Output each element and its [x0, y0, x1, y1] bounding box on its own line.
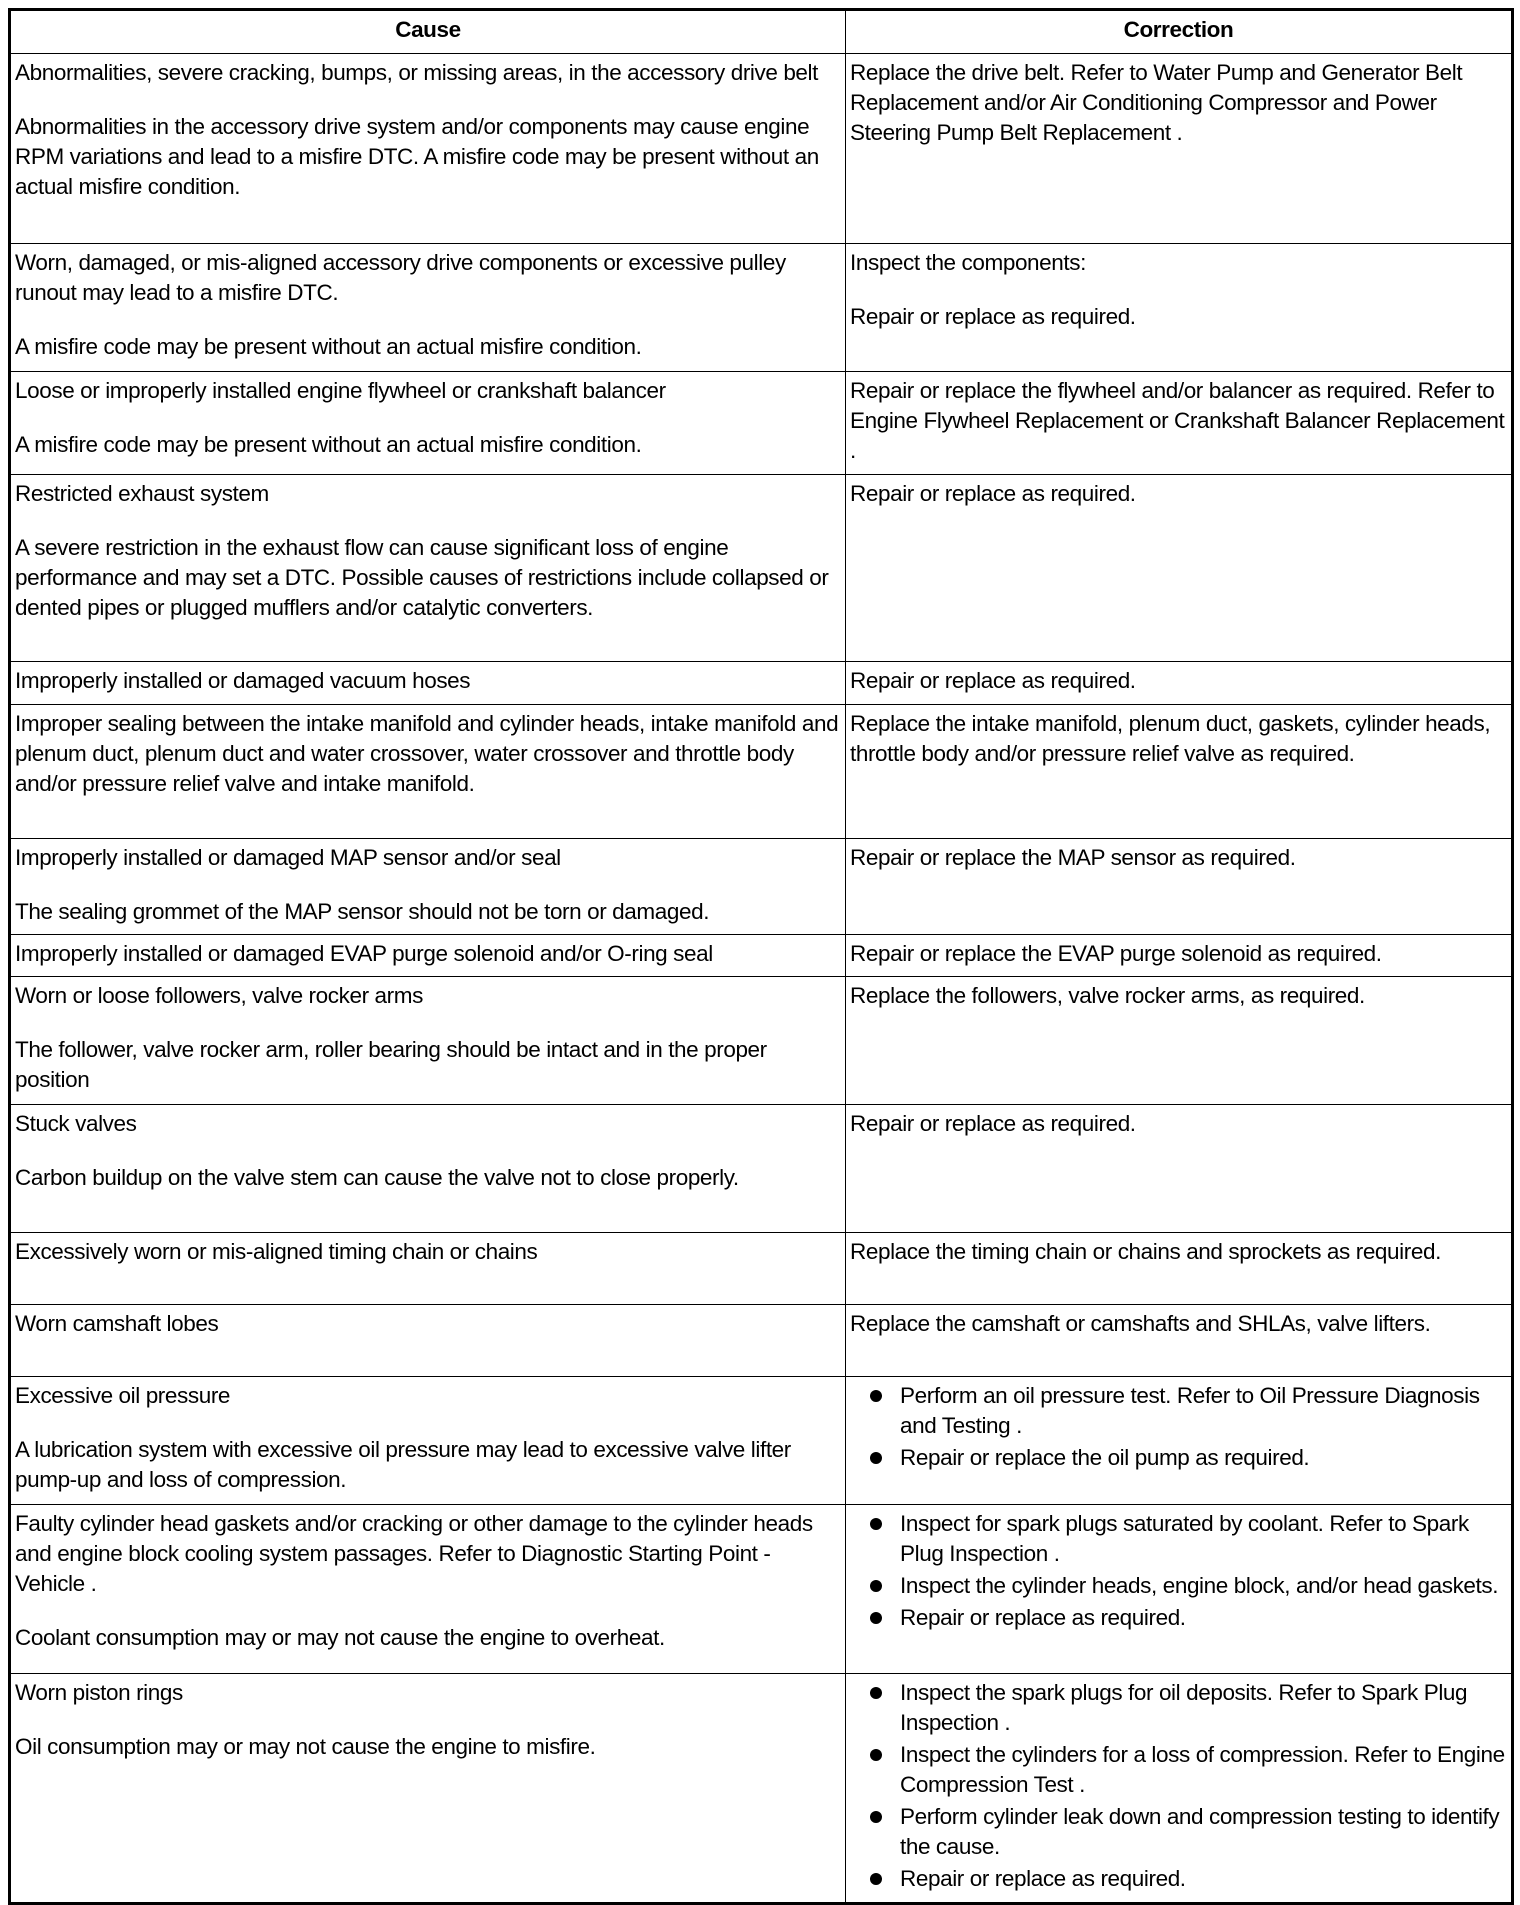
cause-cell [10, 1105, 846, 1233]
cause-text: A misfire code may be present without an actual misfire condition. [15, 432, 642, 457]
cause-text: A severe restriction in the exhaust flow can cause significant loss of engine performance and may set a DTC. Possible causes of restrictions include collapsed or dented pipes or plugged mufflers and/or catalytic converters. [15, 535, 829, 620]
cause-header: Cause [10, 10, 846, 54]
cause-cell [10, 1505, 846, 1674]
correction-text: Replace the camshaft or camshafts and SHLAs, valve lifters. [850, 1311, 1431, 1336]
cause-text: Worn camshaft lobes [15, 1311, 219, 1336]
correction-header: Correction [846, 10, 1513, 54]
correction-step: Inspect the spark plugs for oil deposits. Refer to Spark Plug Inspection . [870, 1678, 1507, 1738]
correction-cell [846, 935, 1513, 977]
correction-cell [846, 372, 1513, 475]
correction-cell [846, 1377, 1513, 1505]
correction-cell [846, 1305, 1513, 1377]
table-row [10, 662, 1513, 705]
correction-cell [846, 475, 1513, 662]
cause-text: Excessively worn or mis-aligned timing chain or chains [15, 1239, 538, 1264]
cause-text: Improperly installed or damaged MAP sensor and/or seal [15, 845, 561, 870]
correction-step: Inspect the cylinder heads, engine block, and/or head gaskets. [870, 1571, 1507, 1601]
correction-text: Replace the timing chain or chains and sprockets as required. [850, 1239, 1441, 1264]
cause-text: Improperly installed or damaged vacuum hoses [15, 668, 471, 693]
correction-text: Repair or replace the EVAP purge solenoid as required. [850, 941, 1382, 966]
cause-text: Worn, damaged, or mis-aligned accessory drive components or excessive pulley runout may lead to a misfire DTC. [15, 250, 786, 305]
correction-text: Repair or replace as required. [850, 481, 1136, 506]
table-row [10, 935, 1513, 977]
correction-step: Inspect for spark plugs saturated by coolant. Refer to Spark Plug Inspection . [870, 1509, 1507, 1569]
cause-text: Coolant consumption may or may not cause the engine to overheat. [15, 1625, 665, 1650]
table-row [10, 1105, 1513, 1233]
table-row [10, 372, 1513, 475]
cause-text: Abnormalities in the accessory drive system and/or components may cause engine RPM variations and lead to a misfire DTC. A misfire code may be present without an actual misfire condition. [15, 114, 819, 199]
correction-step: Repair or replace the oil pump as required. [870, 1443, 1507, 1473]
cause-cell [10, 977, 846, 1105]
cause-text: Improper sealing between the intake manifold and cylinder heads, intake manifold and plenum duct, plenum duct and water crossover, water crossover and throttle body and/or pressure relief valve and intake manifold. [15, 711, 839, 796]
cause-text: Abnormalities, severe cracking, bumps, or missing areas, in the accessory drive belt [15, 60, 818, 85]
cause-cell [10, 705, 846, 839]
cause-text: Faulty cylinder head gaskets and/or cracking or other damage to the cylinder heads and engine block cooling system passages. Refer to Diagnostic Starting Point - Vehicle . [15, 1511, 813, 1596]
table-row [10, 1305, 1513, 1377]
correction-text: Inspect the components: [850, 250, 1086, 275]
cause-text: Restricted exhaust system [15, 481, 269, 506]
cause-text: Improperly installed or damaged EVAP purge solenoid and/or O-ring seal [15, 941, 713, 966]
correction-text: Replace the intake manifold, plenum duct, gaskets, cylinder heads, throttle body and/or pressure relief valve as required. [850, 711, 1491, 766]
correction-steps [850, 1678, 1507, 1894]
cause-text: Worn piston rings [15, 1680, 183, 1705]
cause-text: The follower, valve rocker arm, roller bearing should be intact and in the proper position [15, 1037, 767, 1092]
correction-text: Repair or replace the MAP sensor as required. [850, 845, 1296, 870]
correction-step: Repair or replace as required. [870, 1864, 1507, 1894]
cause-cell [10, 935, 846, 977]
table-row [10, 705, 1513, 839]
cause-cell [10, 1377, 846, 1505]
table-row [10, 839, 1513, 935]
header-row [10, 10, 1513, 54]
cause-correction-table [8, 8, 1514, 1905]
correction-cell [846, 54, 1513, 244]
cause-cell [10, 662, 846, 705]
correction-cell [846, 977, 1513, 1105]
correction-cell [846, 839, 1513, 935]
correction-step: Inspect the cylinders for a loss of compression. Refer to Engine Compression Test . [870, 1740, 1507, 1800]
cause-text: A misfire code may be present without an actual misfire condition. [15, 334, 642, 359]
cause-text: Stuck valves [15, 1111, 137, 1136]
cause-cell [10, 1233, 846, 1305]
table-row [10, 475, 1513, 662]
cause-text: The sealing grommet of the MAP sensor should not be torn or damaged. [15, 899, 710, 924]
correction-steps [850, 1509, 1507, 1633]
correction-cell [846, 1233, 1513, 1305]
cause-text: Excessive oil pressure [15, 1383, 231, 1408]
correction-cell [846, 705, 1513, 839]
table-row [10, 54, 1513, 244]
cause-cell [10, 1674, 846, 1904]
table-row [10, 977, 1513, 1105]
correction-step: Perform an oil pressure test. Refer to Oil Pressure Diagnosis and Testing . [870, 1381, 1507, 1441]
correction-steps [850, 1381, 1507, 1473]
cause-text: Oil consumption may or may not cause the engine to misfire. [15, 1734, 596, 1759]
cause-cell [10, 372, 846, 475]
correction-text: Repair or replace as required. [850, 668, 1136, 693]
cause-cell [10, 475, 846, 662]
table-row [10, 1505, 1513, 1674]
table-row [10, 244, 1513, 372]
correction-cell [846, 1505, 1513, 1674]
correction-cell [846, 662, 1513, 705]
cause-cell [10, 1305, 846, 1377]
correction-step: Repair or replace as required. [870, 1603, 1507, 1633]
cause-text: Carbon buildup on the valve stem can cause the valve not to close properly. [15, 1165, 739, 1190]
correction-step: Perform cylinder leak down and compression testing to identify the cause. [870, 1802, 1507, 1862]
cause-cell [10, 54, 846, 244]
correction-cell [846, 1105, 1513, 1233]
cause-cell [10, 839, 846, 935]
table-row [10, 1233, 1513, 1305]
cause-text: Loose or improperly installed engine flywheel or crankshaft balancer [15, 378, 666, 403]
cause-text: Worn or loose followers, valve rocker arms [15, 983, 423, 1008]
table-row [10, 1377, 1513, 1505]
cause-cell [10, 244, 846, 372]
correction-cell [846, 244, 1513, 372]
correction-text: Repair or replace as required. [850, 1111, 1136, 1136]
correction-text: Repair or replace as required. [850, 304, 1136, 329]
table-row [10, 1674, 1513, 1904]
correction-text: Replace the followers, valve rocker arms, as required. [850, 983, 1365, 1008]
correction-text: Repair or replace the flywheel and/or balancer as required. Refer to Engine Flywheel Replacement or Crankshaft Balancer Replacement . [850, 378, 1505, 463]
correction-text: Replace the drive belt. Refer to Water Pump and Generator Belt Replacement and/or Air Conditioning Compressor and Power Steering Pump Belt Replacement . [850, 60, 1463, 145]
correction-cell [846, 1674, 1513, 1904]
cause-text: A lubrication system with excessive oil pressure may lead to excessive valve lifter pump-up and loss of compression. [15, 1437, 791, 1492]
